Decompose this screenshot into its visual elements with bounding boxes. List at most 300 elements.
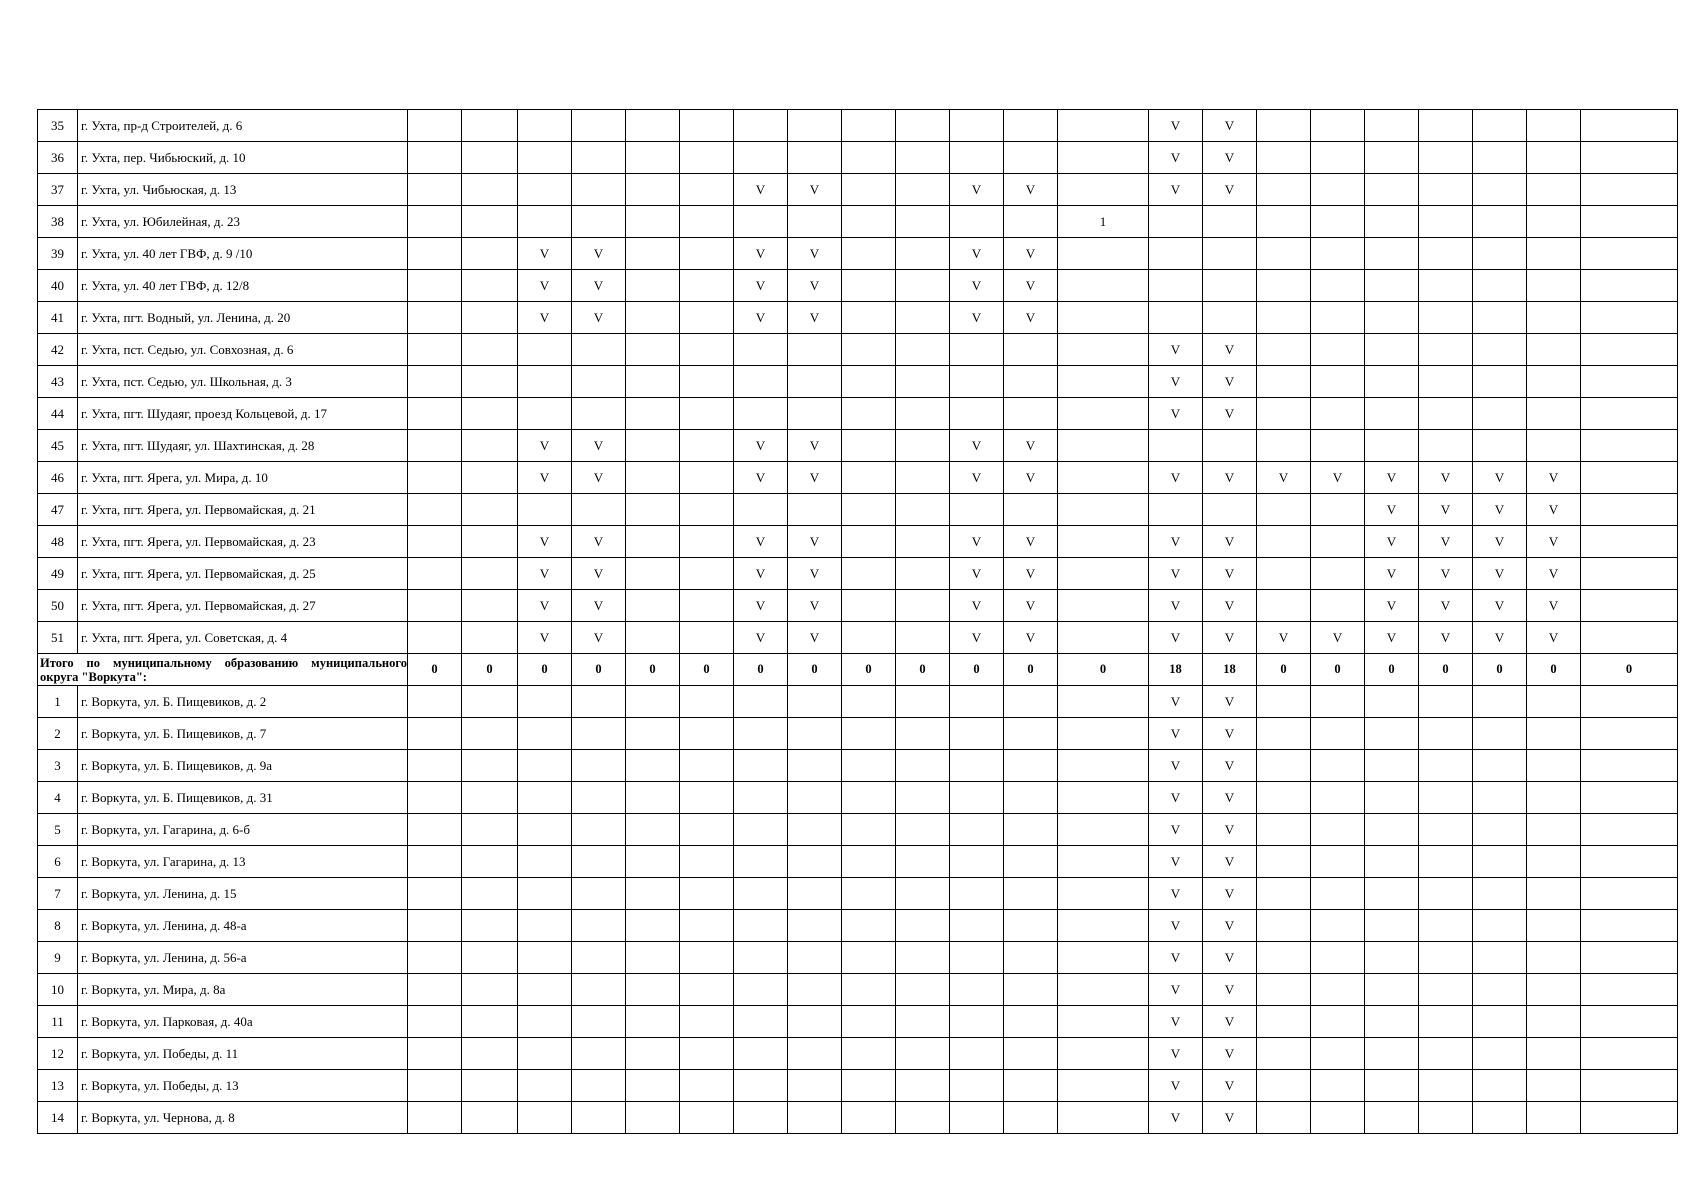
table-row (38, 526, 1678, 558)
mark-cell (896, 238, 950, 270)
mark-cell (1257, 334, 1311, 366)
mark-cell (1149, 238, 1203, 270)
mark-cell (1149, 270, 1203, 302)
mark-cell (680, 206, 734, 238)
mark-cell (1581, 526, 1678, 558)
mark-cell (680, 142, 734, 174)
mark-cell (842, 366, 896, 398)
mark-cell (842, 302, 896, 334)
mark-cell: V (1004, 238, 1058, 270)
total-value: 0 (1365, 654, 1419, 686)
mark-cell (408, 430, 462, 462)
mark-cell (1257, 750, 1311, 782)
mark-cell: V (1527, 622, 1581, 654)
mark-cell (842, 1102, 896, 1134)
mark-cell (572, 1038, 626, 1070)
mark-cell: V (518, 462, 572, 494)
mark-cell (950, 718, 1004, 750)
table-row (38, 462, 1678, 494)
table-row (38, 494, 1678, 526)
mark-cell (1527, 878, 1581, 910)
mark-cell (408, 750, 462, 782)
mark-cell (1311, 1038, 1365, 1070)
mark-cell (1527, 1038, 1581, 1070)
mark-cell (896, 398, 950, 430)
mark-cell (1473, 366, 1527, 398)
mark-cell (1058, 462, 1149, 494)
address-cell: г. Ухта, пгт. Шудаяг, ул. Шахтинская, д. 28 (78, 430, 408, 462)
mark-cell: V (734, 174, 788, 206)
mark-cell (1365, 718, 1419, 750)
row-number: 35 (38, 110, 78, 142)
mark-cell (1365, 334, 1419, 366)
mark-cell: V (1149, 366, 1203, 398)
mark-cell (1473, 974, 1527, 1006)
mark-cell (950, 494, 1004, 526)
mark-cell (1527, 942, 1581, 974)
mark-cell (788, 366, 842, 398)
mark-cell (1527, 846, 1581, 878)
mark-cell (842, 174, 896, 206)
mark-cell: V (1149, 942, 1203, 974)
mark-cell (572, 686, 626, 718)
mark-cell: V (1004, 430, 1058, 462)
mark-cell (1149, 206, 1203, 238)
mark-cell (1365, 238, 1419, 270)
address-cell: г. Воркута, ул. Б. Пищевиков, д. 31 (78, 782, 408, 814)
mark-cell (842, 558, 896, 590)
total-value: 0 (950, 654, 1004, 686)
mark-cell (680, 174, 734, 206)
mark-cell (842, 398, 896, 430)
table-row (38, 974, 1678, 1006)
mark-cell (788, 334, 842, 366)
mark-cell (518, 750, 572, 782)
mark-cell (1527, 750, 1581, 782)
mark-cell: V (788, 590, 842, 622)
mark-cell: V (1365, 558, 1419, 590)
mark-cell (680, 462, 734, 494)
mark-cell (950, 750, 1004, 782)
mark-cell (1257, 494, 1311, 526)
mark-cell: V (1149, 750, 1203, 782)
mark-cell (1203, 302, 1257, 334)
total-value: 0 (626, 654, 680, 686)
mark-cell (408, 558, 462, 590)
mark-cell: V (518, 526, 572, 558)
mark-cell (1581, 1102, 1678, 1134)
mark-cell (1581, 846, 1678, 878)
row-number: 46 (38, 462, 78, 494)
mark-cell (1419, 174, 1473, 206)
mark-cell (1004, 910, 1058, 942)
mark-cell (1365, 142, 1419, 174)
table-row (38, 1102, 1678, 1134)
address-cell: г. Ухта, ул. 40 лет ГВФ, д. 12/8 (78, 270, 408, 302)
mark-cell (518, 782, 572, 814)
mark-cell: V (1004, 558, 1058, 590)
mark-cell (1527, 910, 1581, 942)
table-row (38, 942, 1678, 974)
address-cell: г. Ухта, ул. Юбилейная, д. 23 (78, 206, 408, 238)
mark-cell (1527, 366, 1581, 398)
mark-cell (1419, 814, 1473, 846)
row-number: 11 (38, 1006, 78, 1038)
mark-cell: V (1473, 590, 1527, 622)
mark-cell: V (734, 526, 788, 558)
mark-cell (1419, 910, 1473, 942)
mark-cell (572, 750, 626, 782)
mark-cell (842, 942, 896, 974)
mark-cell (572, 366, 626, 398)
mark-cell (896, 174, 950, 206)
mark-cell: V (1203, 590, 1257, 622)
address-cell: г. Ухта, пгт. Ярега, ул. Первомайская, д. 25 (78, 558, 408, 590)
mark-cell: V (950, 238, 1004, 270)
address-cell: г. Ухта, пер. Чибьюский, д. 10 (78, 142, 408, 174)
mark-cell (1257, 878, 1311, 910)
mark-cell (1473, 1038, 1527, 1070)
mark-cell (1365, 686, 1419, 718)
mark-cell (734, 1038, 788, 1070)
mark-cell: V (950, 174, 1004, 206)
mark-cell (896, 1102, 950, 1134)
mark-cell (1058, 1006, 1149, 1038)
mark-cell (1581, 110, 1678, 142)
mark-cell (572, 174, 626, 206)
mark-cell (788, 782, 842, 814)
mark-cell (734, 782, 788, 814)
mark-cell (1419, 686, 1473, 718)
mark-cell (788, 878, 842, 910)
mark-cell (1473, 430, 1527, 462)
mark-cell (1058, 1038, 1149, 1070)
mark-cell: V (518, 558, 572, 590)
mark-cell (734, 334, 788, 366)
mark-cell (1311, 1006, 1365, 1038)
mark-cell (788, 686, 842, 718)
mark-cell (572, 494, 626, 526)
mark-cell (842, 1038, 896, 1070)
mark-cell (1473, 814, 1527, 846)
mark-cell (1365, 1038, 1419, 1070)
mark-cell (626, 878, 680, 910)
mark-cell (896, 910, 950, 942)
mark-cell: V (1203, 398, 1257, 430)
mark-cell (408, 174, 462, 206)
mark-cell (1257, 846, 1311, 878)
row-number: 49 (38, 558, 78, 590)
mark-cell (1311, 1070, 1365, 1102)
mark-cell (1257, 782, 1311, 814)
mark-cell: V (1203, 142, 1257, 174)
mark-cell (842, 878, 896, 910)
address-cell: г. Воркута, ул. Б. Пищевиков, д. 2 (78, 686, 408, 718)
mark-cell (1004, 878, 1058, 910)
mark-cell: V (1149, 334, 1203, 366)
mark-cell (1365, 942, 1419, 974)
mark-cell (1311, 206, 1365, 238)
row-number: 37 (38, 174, 78, 206)
table-row (38, 206, 1678, 238)
table-row (38, 1070, 1678, 1102)
mark-cell (626, 174, 680, 206)
mark-cell (788, 494, 842, 526)
mark-cell (788, 1070, 842, 1102)
mark-cell (462, 558, 518, 590)
address-cell: г. Воркута, ул. Ленина, д. 56-а (78, 942, 408, 974)
mark-cell (408, 334, 462, 366)
mark-cell (950, 686, 1004, 718)
mark-cell: V (734, 302, 788, 334)
mark-cell (1527, 1102, 1581, 1134)
mark-cell (462, 1006, 518, 1038)
mark-cell: V (950, 590, 1004, 622)
mark-cell (950, 398, 1004, 430)
mark-cell (950, 782, 1004, 814)
mark-cell: V (1419, 494, 1473, 526)
mark-cell (1004, 1006, 1058, 1038)
mark-cell (1203, 270, 1257, 302)
mark-cell: V (788, 430, 842, 462)
mark-cell (626, 686, 680, 718)
mark-cell (950, 1006, 1004, 1038)
mark-cell (408, 814, 462, 846)
mark-cell (1365, 878, 1419, 910)
mark-cell (1473, 174, 1527, 206)
mark-cell (842, 974, 896, 1006)
table-row (38, 142, 1678, 174)
mark-cell (462, 686, 518, 718)
mark-cell (1527, 686, 1581, 718)
mark-cell: V (1419, 590, 1473, 622)
mark-cell (462, 526, 518, 558)
mark-cell: V (1527, 462, 1581, 494)
row-number: 4 (38, 782, 78, 814)
mark-cell (896, 846, 950, 878)
address-cell: г. Воркута, ул. Чернова, д. 8 (78, 1102, 408, 1134)
mark-cell (1473, 238, 1527, 270)
mark-cell: V (1419, 558, 1473, 590)
mark-cell (788, 1102, 842, 1134)
mark-cell (572, 1070, 626, 1102)
mark-cell (572, 142, 626, 174)
mark-cell (572, 782, 626, 814)
mark-cell: V (950, 558, 1004, 590)
mark-cell (1257, 270, 1311, 302)
mark-cell (1257, 238, 1311, 270)
mark-cell (680, 750, 734, 782)
mark-cell: V (1527, 526, 1581, 558)
mark-cell (680, 302, 734, 334)
mark-cell (1311, 942, 1365, 974)
mark-cell (408, 974, 462, 1006)
address-cell: г. Воркута, ул. Ленина, д. 15 (78, 878, 408, 910)
total-value: 0 (518, 654, 572, 686)
address-cell: г. Воркута, ул. Победы, д. 13 (78, 1070, 408, 1102)
mark-cell (680, 558, 734, 590)
address-cell: г. Ухта, пр-д Строителей, д. 6 (78, 110, 408, 142)
mark-cell: V (518, 270, 572, 302)
mark-cell (1257, 558, 1311, 590)
mark-cell (842, 334, 896, 366)
mark-cell (896, 590, 950, 622)
data-table (37, 109, 1678, 1134)
mark-cell (1581, 334, 1678, 366)
mark-cell (1149, 430, 1203, 462)
mark-cell (1004, 846, 1058, 878)
mark-cell: V (1527, 494, 1581, 526)
mark-cell (1419, 1070, 1473, 1102)
mark-cell (1581, 1070, 1678, 1102)
mark-cell (572, 974, 626, 1006)
mark-cell (680, 1102, 734, 1134)
address-cell: г. Ухта, ул. 40 лет ГВФ, д. 9 /10 (78, 238, 408, 270)
mark-cell (626, 430, 680, 462)
mark-cell (572, 398, 626, 430)
mark-cell (1058, 238, 1149, 270)
mark-cell (1004, 718, 1058, 750)
mark-cell: V (1473, 462, 1527, 494)
mark-cell (626, 206, 680, 238)
mark-cell (788, 718, 842, 750)
table-row (38, 366, 1678, 398)
mark-cell (896, 206, 950, 238)
mark-cell (1419, 974, 1473, 1006)
mark-cell (1257, 110, 1311, 142)
mark-cell (1311, 526, 1365, 558)
mark-cell (462, 270, 518, 302)
mark-cell (842, 526, 896, 558)
address-cell: г. Ухта, ул. Чибьюская, д. 13 (78, 174, 408, 206)
mark-cell (1527, 302, 1581, 334)
mark-cell (1581, 782, 1678, 814)
mark-cell (1311, 366, 1365, 398)
mark-cell (950, 974, 1004, 1006)
mark-cell (1311, 334, 1365, 366)
mark-cell (1058, 110, 1149, 142)
mark-cell (734, 942, 788, 974)
mark-cell (1311, 718, 1365, 750)
mark-cell (1257, 398, 1311, 430)
mark-cell (1419, 334, 1473, 366)
mark-cell (408, 526, 462, 558)
mark-cell (1004, 1038, 1058, 1070)
mark-cell (1419, 206, 1473, 238)
mark-cell: V (734, 622, 788, 654)
mark-cell (572, 846, 626, 878)
mark-cell (734, 1006, 788, 1038)
row-number: 50 (38, 590, 78, 622)
mark-cell: V (1203, 1038, 1257, 1070)
mark-cell (1473, 110, 1527, 142)
mark-cell (462, 334, 518, 366)
mark-cell (518, 366, 572, 398)
table-row (38, 1006, 1678, 1038)
address-cell: г. Воркута, ул. Победы, д. 11 (78, 1038, 408, 1070)
mark-cell (462, 846, 518, 878)
row-number: 39 (38, 238, 78, 270)
mark-cell (408, 910, 462, 942)
mark-cell: V (788, 302, 842, 334)
mark-cell (1365, 174, 1419, 206)
mark-cell (1419, 718, 1473, 750)
mark-cell (626, 366, 680, 398)
mark-cell (680, 366, 734, 398)
mark-cell: V (1311, 622, 1365, 654)
mark-cell (1058, 782, 1149, 814)
mark-cell: V (518, 238, 572, 270)
mark-cell (734, 974, 788, 1006)
mark-cell (408, 1070, 462, 1102)
mark-cell (1473, 782, 1527, 814)
mark-cell (896, 270, 950, 302)
mark-cell (408, 1102, 462, 1134)
mark-cell (462, 302, 518, 334)
mark-cell: V (1203, 910, 1257, 942)
mark-cell (788, 1006, 842, 1038)
mark-cell (950, 910, 1004, 942)
total-value: 0 (1581, 654, 1678, 686)
mark-cell (408, 494, 462, 526)
mark-cell (680, 334, 734, 366)
mark-cell (1581, 686, 1678, 718)
mark-cell: V (1257, 622, 1311, 654)
mark-cell (1311, 398, 1365, 430)
mark-cell (626, 814, 680, 846)
mark-cell: V (1149, 462, 1203, 494)
mark-cell: V (734, 558, 788, 590)
mark-cell: V (950, 270, 1004, 302)
mark-cell (788, 846, 842, 878)
mark-cell (518, 1070, 572, 1102)
mark-cell: V (572, 462, 626, 494)
mark-cell (788, 398, 842, 430)
mark-cell (680, 1006, 734, 1038)
table-row (38, 430, 1678, 462)
mark-cell (1419, 942, 1473, 974)
mark-cell (1419, 142, 1473, 174)
mark-cell (1581, 494, 1678, 526)
mark-cell (1058, 334, 1149, 366)
mark-cell (680, 430, 734, 462)
mark-cell: V (788, 462, 842, 494)
mark-cell (462, 814, 518, 846)
mark-cell (408, 142, 462, 174)
mark-cell (408, 686, 462, 718)
mark-cell (1311, 686, 1365, 718)
mark-cell (1581, 398, 1678, 430)
mark-cell (1581, 430, 1678, 462)
mark-cell (626, 270, 680, 302)
mark-cell (462, 750, 518, 782)
mark-cell: V (1203, 718, 1257, 750)
mark-cell (1365, 302, 1419, 334)
mark-cell (408, 718, 462, 750)
row-number: 38 (38, 206, 78, 238)
total-value: 0 (408, 654, 462, 686)
address-cell: г. Ухта, пгт. Ярега, ул. Первомайская, д. 21 (78, 494, 408, 526)
mark-cell (1257, 590, 1311, 622)
mark-cell (1365, 750, 1419, 782)
mark-cell (1365, 110, 1419, 142)
mark-cell: V (1203, 1102, 1257, 1134)
total-value: 0 (896, 654, 950, 686)
mark-cell: V (1203, 686, 1257, 718)
table-row (38, 782, 1678, 814)
mark-cell (896, 430, 950, 462)
mark-cell (1581, 910, 1678, 942)
